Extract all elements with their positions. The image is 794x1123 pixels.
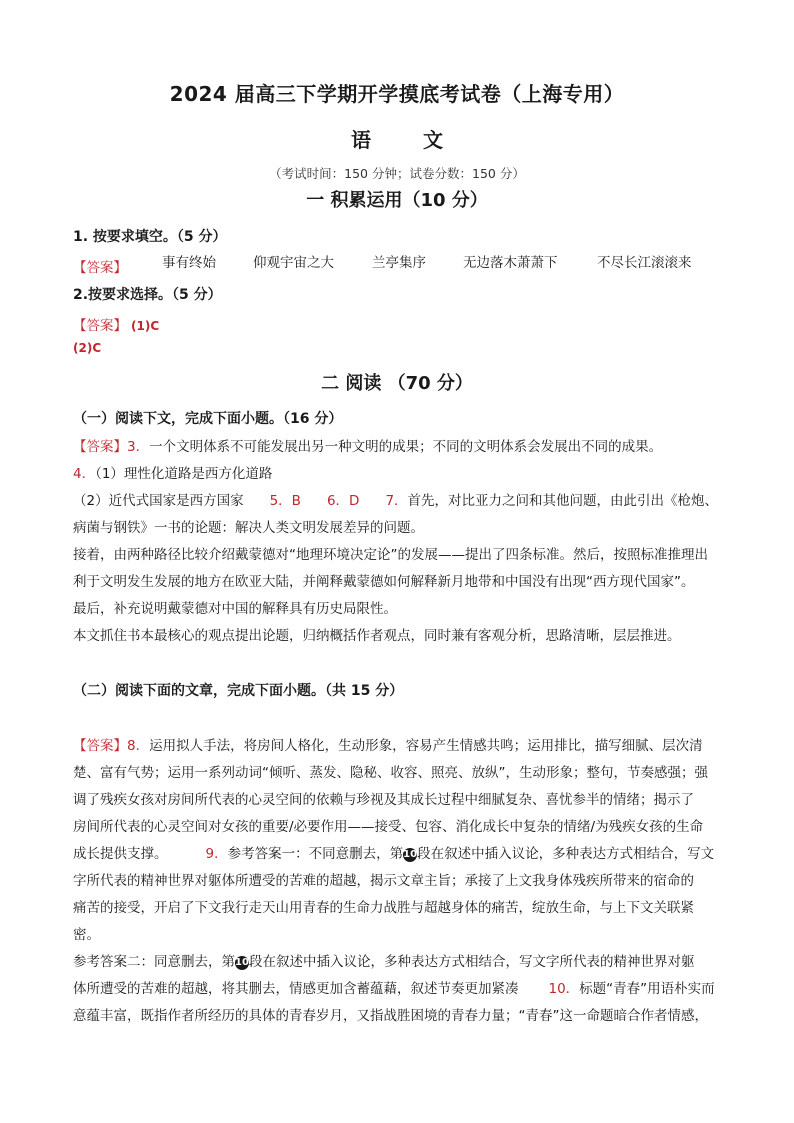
question-1-label: 1. 按要求填空。（5 分）	[73, 229, 227, 245]
q1-answer-5: 不尽长江滚滚来	[597, 255, 692, 271]
q8-line-2: 楚、富有气势；运用一系列动词“倾听、蒸发、隐秘、收容、照亮、放纵”，生动形象；整句，节奏感强；强	[73, 765, 708, 781]
question-2-label: 2.按要求选择。（5 分）	[73, 287, 222, 303]
q1-answer-tag: 【答案】	[73, 260, 127, 276]
q1-answer-1: 事有终始	[162, 255, 216, 271]
part2-answer-tag: 【答案】	[73, 738, 127, 754]
q6-answer: 6．D	[326, 493, 360, 509]
q7-line-4: 利于文明发生发展的地方在欧亚大陆，并阐释戴蒙德如何解释新月地带和中国没有出现“西方现代国家”。	[73, 574, 695, 590]
q9-alt-line-1	[73, 949, 723, 976]
part-2-answers	[73, 733, 723, 1030]
q2-answer-2: (2)C	[73, 341, 102, 355]
q9-line-1	[73, 841, 723, 868]
q1-answer-2: 仰观宇宙之大	[253, 255, 334, 271]
q8-line-5: 成长提供支撑。	[73, 846, 168, 862]
part-1-heading: （一）阅读下文，完成下面小题。（16 分）	[73, 411, 343, 427]
part-2-heading: （二）阅读下面的文章，完成下面小题。（共 15 分）	[73, 683, 404, 699]
q9-text-1a: 参考答案一：不同意删去，第	[227, 846, 404, 862]
q7-number: 7．	[385, 493, 408, 509]
q2-answer-tag	[73, 314, 159, 334]
q3-number: 3．	[127, 439, 150, 455]
subject-title	[0, 124, 794, 153]
q1-answer-4: 无边落木萧萧下	[463, 255, 558, 271]
q3-line	[73, 434, 723, 461]
q9-text-1b: 段在叙述中插入议论，多种表达方式相结合，写文	[417, 846, 715, 862]
subject-char-2: 文	[423, 128, 443, 152]
subject-char-1: 语	[351, 128, 371, 152]
q9-alt-text-a: 参考答案二：同意删去，第	[73, 954, 235, 970]
q7-line-5: 最后，补充说明戴蒙德对中国的解释具有历史局限性。	[73, 601, 397, 617]
q9-alt-text-2: 体所遭受的苦难的超越，将其删去，情感更加含蓄蕴藉，叙述节奏更加紧凑	[73, 981, 519, 997]
q4-line	[73, 461, 723, 488]
q9-line-2: 字所代表的精神世界对躯体所遭受的苦难的超越，揭示文章主旨；承接了上文我身体残疾所带来的宿命的	[73, 873, 694, 889]
q7-line-3: 接着，由两种路径比较介绍戴蒙德对“地理环境决定论”的发展——提出了四条标准。然后，按照标准推理出	[73, 547, 708, 563]
section-1-heading: 一 积累运用（10 分）	[306, 190, 488, 211]
q9-alt-text-b: 段在叙述中插入议论，多种表达方式相结合，写文字所代表的精神世界对躯	[249, 954, 695, 970]
q4-sub-2: （2）近代式国家是西方国家	[73, 493, 244, 509]
q8-line-1	[73, 733, 723, 760]
q7-line-1: 首先，对比亚力之问和其他问题，由此引出《枪炮、	[407, 493, 719, 509]
q9-line-3: 痛苦的接受，开启了下文我行走天山用青春的生命力战胜与超越身体的痛苦，绽放生命，与上下文关联紧	[73, 900, 694, 916]
q8-line-4: 房间所代表的心灵空间对女孩的重要/必要作用——接受、包容、消化成长中复杂的情绪/为残疾女孩的生命	[73, 819, 704, 835]
q1-answer-3: 兰亭集序	[372, 255, 426, 271]
q8-text-1: 运用拟人手法，将房间人格化，生动形象，容易产生情感共鸣；运用排比，描写细腻、层次清	[149, 738, 703, 754]
part1-answer-tag: 【答案】	[73, 439, 127, 455]
q8-line-3: 调了残疾女孩对房间所代表的心灵空间的依赖与珍视及其成长过程中细腻复杂、喜忧参半的情绪；揭示了	[73, 792, 694, 808]
q3-answer: 一个文明体系不可能发展出另一种文明的成果；不同的文明体系会发展出不同的成果。	[149, 439, 663, 455]
q9-number: 9．	[205, 846, 228, 862]
exam-title: 2024 届高三下学期开学摸底考试卷（上海专用）	[169, 82, 625, 106]
q2-answer-tag-text: 【答案】	[73, 318, 127, 334]
section-2-heading: 二 阅读 （70 分）	[321, 373, 473, 394]
q9-line-4: 密。	[73, 927, 100, 943]
part-1-answers	[73, 434, 723, 650]
q5-answer: 5．B	[269, 493, 301, 509]
q4-sub-1: （1）理性化道路是西方化道路	[95, 466, 273, 482]
q7-line-2: 病菌与钢铁》一书的论题：解决人类文明发展差异的问题。	[73, 520, 424, 536]
q2-answer-1: (1)C	[131, 319, 160, 333]
q10-line-2: 意蕴丰富，既指作者所经历的具体的青春岁月，又指战胜困境的青春力量；“青春”这一命题暗合作者情感，	[73, 1008, 708, 1024]
paragraph-10-marker: 10	[403, 849, 418, 860]
q9-alt-line-2	[73, 976, 723, 1003]
exam-info: （考试时间：150 分钟；试卷分数：150 分）	[269, 166, 525, 181]
q7-line-6: 本文抓住书本最核心的观点提出论题，归纳概括作者观点，同时兼有客观分析，思路清晰，层层推进。	[73, 628, 681, 644]
q4-q7-line	[73, 488, 723, 515]
q10-number: 10．	[548, 981, 580, 997]
q10-text-1: 标题“青春”用语朴实而	[579, 981, 715, 997]
q8-number: 8．	[127, 738, 150, 754]
q4-number: 4．	[73, 466, 96, 482]
paragraph-10-marker-alt: 10	[235, 957, 249, 968]
